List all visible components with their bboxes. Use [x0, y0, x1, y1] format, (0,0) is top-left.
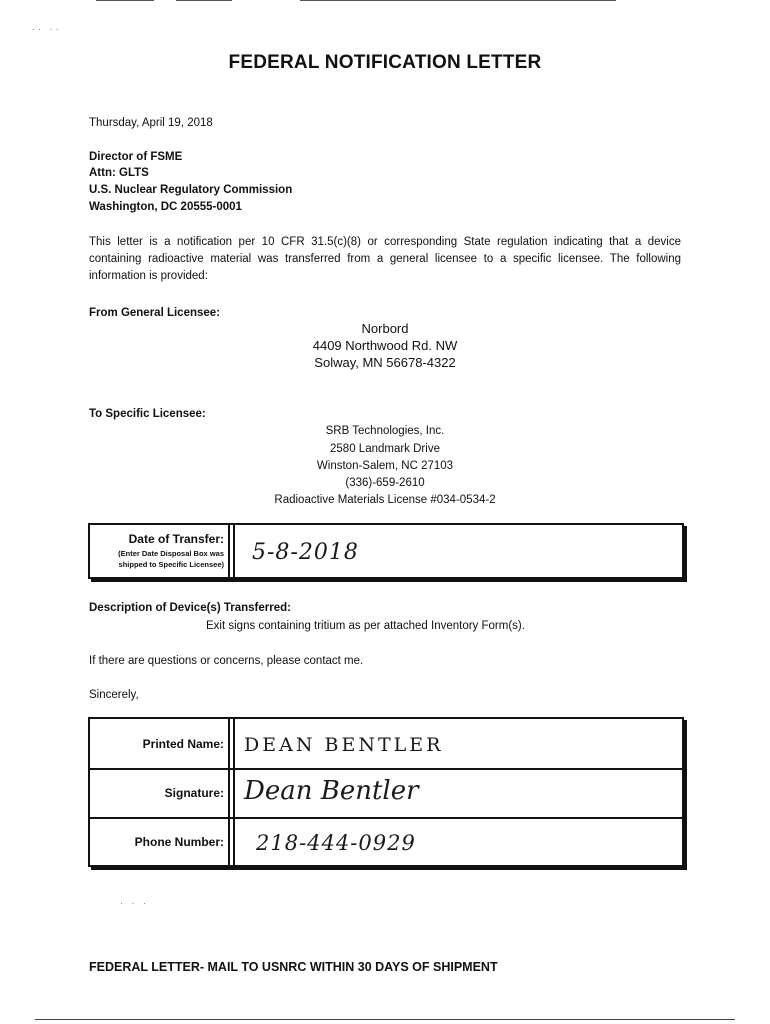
scan-edge-line	[96, 0, 154, 1]
scan-speck: ·· ··	[32, 24, 62, 34]
closing: Sincerely,	[89, 689, 139, 701]
description-text: Exit signs containing tritium as per attached Inventory Form(s).	[206, 620, 525, 632]
signature-box-divider	[228, 717, 230, 867]
contact-line: If there are questions or concerns, please contact me.	[89, 655, 364, 667]
recipient-line-1: Director of FSME	[89, 151, 183, 163]
signature-value: Dean Bentler	[244, 776, 419, 806]
to-heading: To Specific Licensee:	[89, 408, 206, 420]
signature-label: Signature:	[164, 786, 224, 800]
from-heading: From General Licensee:	[89, 307, 221, 319]
to-street: 2580 Landmark Drive	[330, 443, 440, 455]
bottom-scan-line	[35, 1019, 735, 1020]
signature-box-divider	[233, 717, 235, 867]
transfer-box-divider	[233, 523, 235, 579]
transfer-date-value: 5-8-2018	[252, 540, 359, 565]
recipient-line-3: U.S. Nuclear Regulatory Commission	[89, 184, 293, 196]
from-street: 4409 Northwood Rd. NW	[312, 338, 458, 353]
scan-edge-line	[300, 0, 616, 1]
signature-row-divider	[88, 768, 684, 770]
scan-speck: · · ·	[120, 898, 149, 908]
from-name: Norbord	[361, 321, 409, 336]
printed-name-label: Printed Name:	[142, 737, 224, 751]
scan-edge-line	[176, 0, 232, 1]
transfer-label: Date of Transfer:	[128, 532, 224, 546]
from-city: Solway, MN 56678-4322	[314, 355, 456, 370]
footer-instruction: FEDERAL LETTER- MAIL TO USNRC WITHIN 30 DAYS OF SHIPMENT	[89, 960, 498, 974]
transfer-sublabel-1: (Enter Date Disposal Box was	[118, 549, 224, 558]
recipient-line-2: Attn: GLTS	[89, 167, 149, 179]
notification-paragraph: This letter is a notification per 10 CFR 31.5(c)(8) or corresponding State regulation indicating that a device containing radioactive material was transferred from a general licensee to a specific licensee. The following information is provided:	[89, 236, 681, 282]
recipient-line-4: Washington, DC 20555-0001	[89, 201, 242, 213]
to-phone: (336)-659-2610	[345, 477, 425, 489]
to-city: Winston-Salem, NC 27103	[316, 460, 454, 472]
transfer-sublabel-2: shipped to Specific Licensee)	[118, 560, 224, 569]
letter-date: Thursday, April 19, 2018	[89, 117, 213, 129]
to-name: SRB Technologies, Inc.	[325, 425, 445, 437]
phone-label: Phone Number:	[134, 835, 224, 849]
description-heading: Description of Device(s) Transferred:	[89, 602, 291, 614]
to-license: Radioactive Materials License #034-0534-2	[274, 494, 496, 506]
printed-name-value: DEAN BENTLER	[244, 734, 444, 756]
transfer-box-divider	[228, 523, 230, 579]
phone-value: 218-444-0929	[256, 831, 416, 855]
page-title: FEDERAL NOTIFICATION LETTER	[228, 52, 542, 73]
signature-row-divider	[88, 817, 684, 819]
